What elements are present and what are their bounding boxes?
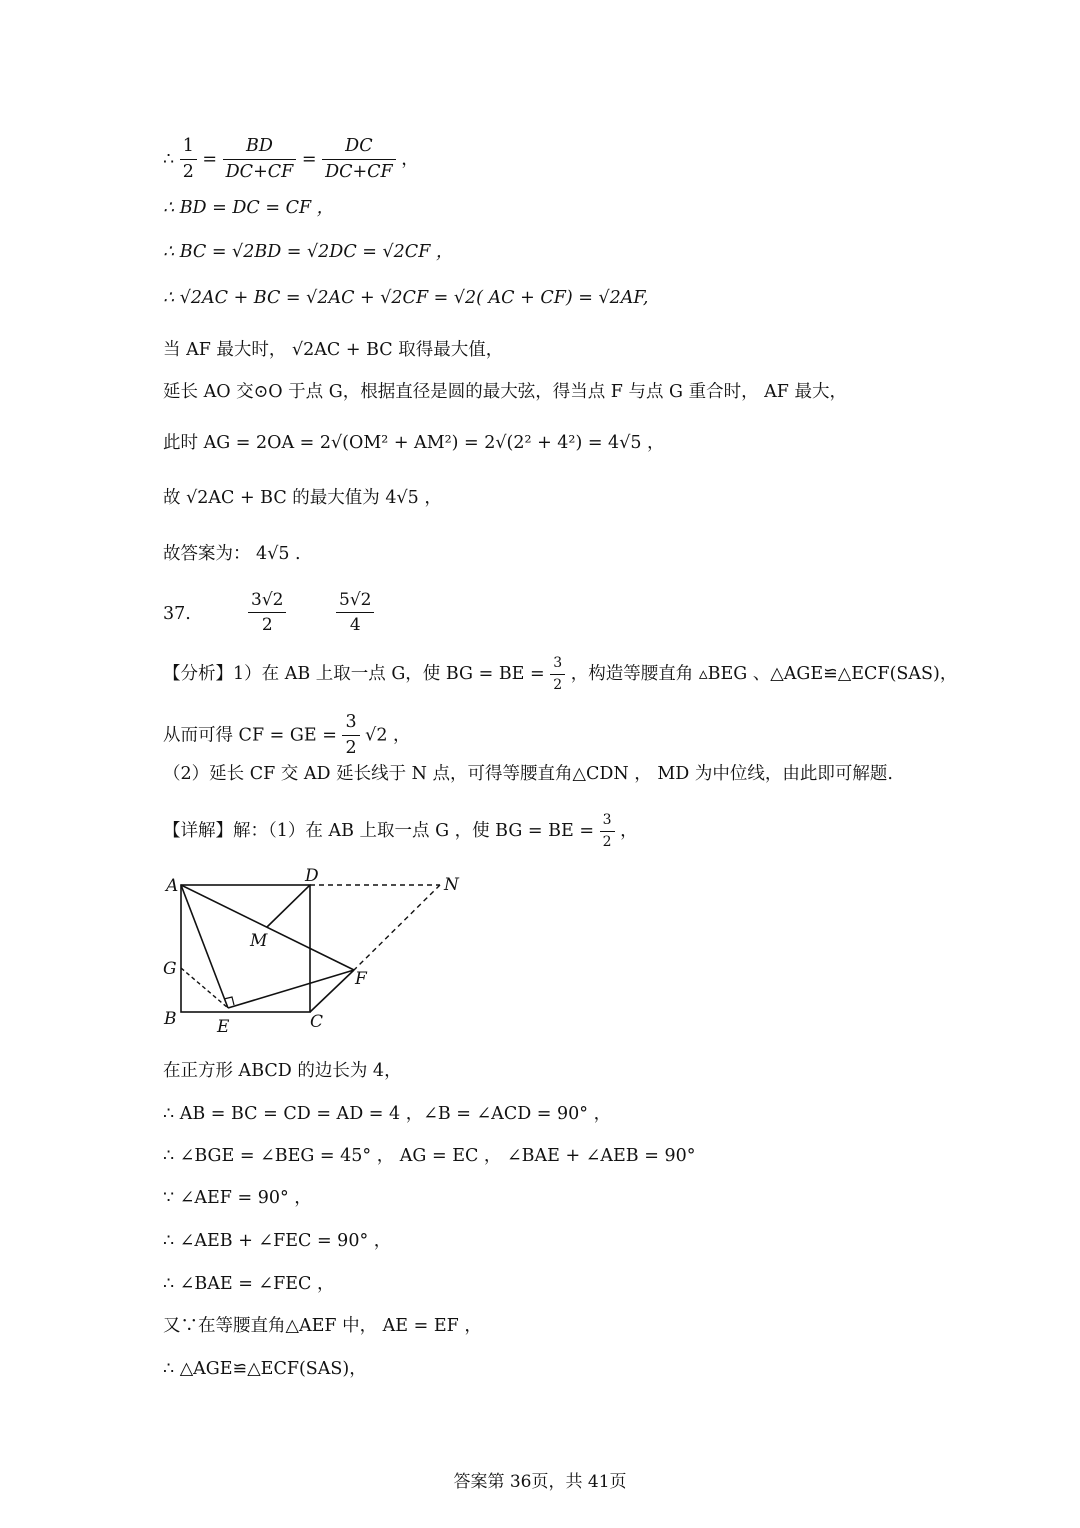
label-a: A [166,876,179,896]
analysis-line-1 [163,655,957,694]
analysis-line-2 [163,712,411,760]
fraction-numerator: BD [246,136,273,156]
fraction-denominator: 2 [248,612,286,636]
proof-line-6: ∴ ∠BAE = ∠FEC ， [163,1274,335,1294]
fraction-three-halves [550,655,565,694]
proof-line-8: ∴ △AGE≌△ECF(SAS)， [163,1359,367,1379]
detail-text: 【详解】解：（1）在 AB 上取一点 G ，使 BG = BE = [163,821,594,841]
question-number: 37. [163,604,191,624]
proof-line-2: ∴ AB = BC = CD = AD = 4 ，∠B = ∠ACD = 90° ， [163,1104,612,1124]
fraction-denominator: 2 [180,159,197,184]
detail-line-1 [163,812,638,851]
fraction-numerator: DC [345,136,373,156]
proof-line-7: 又∵在等腰直角△AEF 中， AE = EF ， [163,1316,482,1336]
page-footer: 答案第 36页，共 41页 [453,1472,627,1492]
text-line-9: 故答案为： 4√5 . [163,544,301,564]
equation-line-2: ∴ BD = DC = CF ， [163,198,335,218]
label-b: B [164,1009,177,1029]
analysis-text: 从而可得 CF = GE = [163,725,337,746]
analysis-line-3: （2）延长 CF 交 AD 延长线于 N 点，可得等腰直角△CDN ， MD 为中位线，由此即可解题. [163,764,893,784]
label-e: E [217,1017,230,1037]
fraction-dc [322,136,396,184]
geometry-figure [150,862,480,1042]
fraction-denominator: 2 [550,674,565,695]
text-line-7: 此时 AG = 2OA = 2√(OM² + AM²) = 2√(2² + 4²) = 4√5 ， [163,433,665,453]
analysis-text: ，构造等腰直角 ▵BEG 、△AGE≌△ECF(SAS)， [570,664,958,684]
text-line-6: 延长 AO 交⊙O 于点 G，根据直径是圆的最大弦，得当点 F 与点 G 重合时， AF 最大， [163,382,848,402]
label-g: G [163,959,177,979]
label-m: M [250,931,268,951]
equation-line-4: ∴ √2AC + BC = √2AC + √2CF = √2( AC + CF) = √2AF, [163,288,649,308]
segment-nf [354,885,440,970]
equation-line-3: ∴ BC = √2BD = √2DC = √2CF ， [163,242,454,262]
label-c: C [310,1012,324,1032]
label-n: N [444,875,459,895]
fraction-three-halves [342,712,359,760]
fraction-numerator: 5√2 [339,590,372,610]
fraction-numerator: 3√2 [251,590,284,610]
answer-2 [336,590,374,637]
detail-text: ， [620,821,638,841]
fraction-denominator: 2 [342,735,359,760]
proof-line-3: ∴ ∠BGE = ∠BEG = 45° ， AG = EC ， ∠BAE + ∠AEB = 90° [163,1146,696,1166]
label-d: D [305,866,319,886]
analysis-text: 【分析】1）在 AB 上取一点 G，使 BG = BE = [163,664,545,684]
fraction-three-halves [600,812,615,851]
proof-line-4: ∵ ∠AEF = 90° ， [163,1188,312,1208]
fraction-denominator: 4 [336,612,374,636]
text-line-8: 故 √2AC + BC 的最大值为 4√5 ， [163,488,442,508]
answer-2-fraction [336,590,374,637]
label-f: F [355,969,367,989]
fraction-numerator: 3 [345,712,357,732]
fraction-numerator: 3 [602,812,612,828]
segment-dm [267,885,310,927]
answer-1 [248,590,286,637]
fraction-numerator: 3 [553,655,563,671]
text-line-5: 当 AF 最大时， √2AC + BC 取得最大值， [163,340,504,360]
analysis-text: √2 ， [365,725,411,746]
proof-line-1: 在正方形 ABCD 的边长为 4， [163,1061,402,1081]
therefore-symbol: ∴ [163,149,175,170]
fraction-denominator: DC+CF [223,159,297,184]
equation-line-1: ∴ $\frac{1}{2}$ = $\frac{BD}{DC+CF}$ = $\frac{DC}{DC+CF}$ ， [163,136,419,182]
answer-1-fraction [248,590,286,637]
fraction-denominator: DC+CF [322,159,396,184]
fraction-numerator: 1 [182,136,194,156]
fraction-denominator: 2 [600,831,615,852]
proof-line-5: ∴ ∠AEB + ∠FEC = 90° ， [163,1231,392,1251]
fraction-bd [223,136,297,184]
fraction-half [180,136,197,184]
segment-ae [181,885,228,1008]
